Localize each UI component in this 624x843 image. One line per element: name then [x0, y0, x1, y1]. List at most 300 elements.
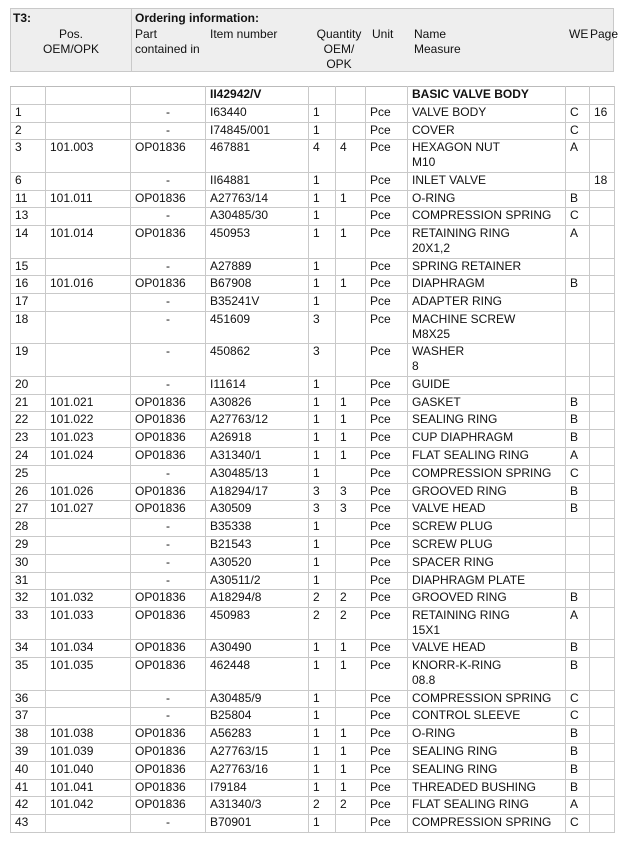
cell-name — [408, 311, 566, 343]
cell-name — [408, 294, 566, 312]
cell-page — [590, 465, 615, 483]
cell-pos: 6 — [11, 172, 46, 190]
cell-pos: 33 — [11, 608, 46, 640]
col-header-page: Page — [590, 27, 619, 41]
table-row — [11, 122, 615, 140]
part-name: THREADED BUSHING — [412, 779, 537, 794]
cell-we: A — [566, 447, 590, 465]
cell-name — [408, 815, 566, 833]
header-divider — [131, 9, 132, 71]
table-row — [11, 519, 615, 537]
cell-unit: Pce — [366, 122, 408, 140]
cell-page — [590, 815, 615, 833]
cell-item-number: A27763/15 — [206, 744, 309, 762]
cell-unit: Pce — [366, 430, 408, 448]
cell-pos: 40 — [11, 761, 46, 779]
cell-we — [566, 294, 590, 312]
cell-item-number: I11614 — [206, 376, 309, 394]
cell-unit: Pce — [366, 690, 408, 708]
cell-item-number: A30485/13 — [206, 465, 309, 483]
cell-oem-opk — [46, 708, 131, 726]
cell-we: B — [566, 590, 590, 608]
cell-oem-opk — [46, 294, 131, 312]
cell-name — [408, 726, 566, 744]
cell-quantity-opk: 1 — [336, 412, 366, 430]
cell-item-number: A56283 — [206, 726, 309, 744]
part-name: HEXAGON NUT — [412, 140, 501, 155]
cell-quantity-oem: 1 — [309, 447, 336, 465]
table-row — [11, 430, 615, 448]
cell-page — [590, 122, 615, 140]
cell-oem-opk: 101.024 — [46, 447, 131, 465]
cell-part-contained-in: OP01836 — [131, 430, 206, 448]
table-row — [11, 658, 615, 690]
cell-unit: Pce — [366, 519, 408, 537]
cell-we: B — [566, 761, 590, 779]
cell-pos: 16 — [11, 276, 46, 294]
cell-name — [408, 744, 566, 762]
cell-part-contained-in: OP01836 — [131, 483, 206, 501]
cell-pos: 3 — [11, 140, 46, 172]
cell-quantity-oem: 2 — [309, 797, 336, 815]
cell-we — [566, 519, 590, 537]
cell-we — [566, 554, 590, 572]
cell-part-contained-in: - — [131, 465, 206, 483]
cell-part-contained-in: OP01836 — [131, 640, 206, 658]
cell-name — [408, 761, 566, 779]
cell-name — [408, 394, 566, 412]
cell-page — [590, 779, 615, 797]
cell-pos: 30 — [11, 554, 46, 572]
col-header-part: Part contained in — [135, 27, 200, 56]
cell-part-contained-in: OP01836 — [131, 761, 206, 779]
cell-oem-opk — [46, 690, 131, 708]
cell-we — [566, 344, 590, 376]
cell-page — [590, 430, 615, 448]
part-name: COVER — [412, 122, 455, 137]
cell-quantity-oem: 1 — [309, 815, 336, 833]
table-row — [11, 376, 615, 394]
parts-table — [10, 86, 615, 833]
cell-quantity-oem: 1 — [309, 172, 336, 190]
cell-unit: Pce — [366, 608, 408, 640]
cell-item-number: 462448 — [206, 658, 309, 690]
cell-oem-opk — [46, 122, 131, 140]
cell-pos: 15 — [11, 258, 46, 276]
cell-we: B — [566, 779, 590, 797]
cell-part-contained-in: - — [131, 536, 206, 554]
cell-oem-opk: 101.034 — [46, 640, 131, 658]
cell-quantity-opk: 1 — [336, 430, 366, 448]
cell-part-contained-in: - — [131, 519, 206, 537]
cell-quantity-oem: 1 — [309, 294, 336, 312]
cell-part-contained-in: OP01836 — [131, 412, 206, 430]
part-name: RETAINING RING — [412, 608, 510, 623]
cell-page — [590, 608, 615, 640]
cell-we: C — [566, 465, 590, 483]
cell-item-number: A30826 — [206, 394, 309, 412]
cell-quantity-opk — [336, 376, 366, 394]
cell-oem-opk — [46, 536, 131, 554]
cell-page — [590, 572, 615, 590]
cell-quantity-opk: 2 — [336, 608, 366, 640]
cell-item-number: 450953 — [206, 226, 309, 258]
part-name: VALVE BODY — [412, 104, 487, 119]
cell-unit: Pce — [366, 815, 408, 833]
cell-part-contained-in: OP01836 — [131, 394, 206, 412]
cell-quantity-opk — [336, 519, 366, 537]
cell-unit: Pce — [366, 536, 408, 554]
cell-oem-opk: 101.021 — [46, 394, 131, 412]
cell-part-contained-in: - — [131, 104, 206, 122]
part-name: SEALING RING — [412, 744, 498, 759]
cell-pos: 11 — [11, 190, 46, 208]
cell-quantity-oem: 1 — [309, 376, 336, 394]
cell-unit: Pce — [366, 447, 408, 465]
cell-unit: Pce — [366, 276, 408, 294]
part-name: O-RING — [412, 190, 456, 205]
cell-quantity-opk: 1 — [336, 394, 366, 412]
table-row — [11, 172, 615, 190]
cell-item-number: A30509 — [206, 501, 309, 519]
part-name: COMPRESSION SPRING — [412, 815, 552, 830]
cell-item-number: A18294/8 — [206, 590, 309, 608]
cell-part-contained-in: OP01836 — [131, 190, 206, 208]
cell-we: B — [566, 744, 590, 762]
part-name: COMPRESSION SPRING — [412, 208, 552, 223]
cell-pos: 27 — [11, 501, 46, 519]
ordering-header — [10, 8, 619, 72]
cell-name — [408, 572, 566, 590]
cell-unit: Pce — [366, 708, 408, 726]
table-row — [11, 394, 615, 412]
part-measure: M8X25 — [412, 326, 451, 341]
cell-we: B — [566, 483, 590, 501]
cell-page — [590, 640, 615, 658]
cell-unit: Pce — [366, 658, 408, 690]
cell-quantity-opk — [336, 104, 366, 122]
cell-pos: 41 — [11, 779, 46, 797]
part-name: MACHINE SCREW — [412, 311, 516, 326]
cell-pos: 13 — [11, 208, 46, 226]
cell-page — [590, 690, 615, 708]
cell-pos: 17 — [11, 294, 46, 312]
cell-we — [566, 536, 590, 554]
cell-part-contained-in: OP01836 — [131, 797, 206, 815]
cell-oem-opk: 101.022 — [46, 412, 131, 430]
cell-part-contained-in: - — [131, 708, 206, 726]
cell-quantity-opk: 1 — [336, 190, 366, 208]
cell-oem-opk: 101.039 — [46, 744, 131, 762]
cell-page — [590, 258, 615, 276]
cell-item-number: 467881 — [206, 140, 309, 172]
cell-quantity-opk: 1 — [336, 744, 366, 762]
cell-item-number: B35338 — [206, 519, 309, 537]
cell-quantity-oem: 1 — [309, 572, 336, 590]
cell-quantity-oem: 1 — [309, 226, 336, 258]
cell-page: 16 — [590, 104, 615, 122]
cell-we — [566, 572, 590, 590]
cell-part-contained-in: - — [131, 258, 206, 276]
cell-page — [590, 761, 615, 779]
cell-quantity-opk — [336, 122, 366, 140]
cell-quantity-oem: 1 — [309, 122, 336, 140]
cell-we: B — [566, 726, 590, 744]
cell-quantity-oem: 4 — [309, 140, 336, 172]
cell-page — [590, 208, 615, 226]
cell-quantity-oem: 1 — [309, 276, 336, 294]
cell-quantity-opk — [336, 344, 366, 376]
table-row — [11, 294, 615, 312]
cell-unit: Pce — [366, 376, 408, 394]
cell-name — [408, 276, 566, 294]
cell-unit: Pce — [366, 344, 408, 376]
cell-we: B — [566, 412, 590, 430]
table-row — [11, 779, 615, 797]
cell-item-number: B25804 — [206, 708, 309, 726]
part-measure: 20X1,2 — [412, 241, 451, 256]
cell-name — [408, 590, 566, 608]
cell-quantity-opk: 1 — [336, 761, 366, 779]
cell-page — [590, 483, 615, 501]
cell-unit: Pce — [366, 208, 408, 226]
cell-name — [408, 797, 566, 815]
cell-unit: Pce — [366, 726, 408, 744]
cell-quantity-opk — [336, 294, 366, 312]
cell-quantity-opk: 1 — [336, 640, 366, 658]
cell-item-number: B35241V — [206, 294, 309, 312]
cell-we — [566, 172, 590, 190]
part-name: GROOVED RING — [412, 483, 507, 498]
cell-quantity-opk: 1 — [336, 226, 366, 258]
cell-unit: Pce — [366, 779, 408, 797]
cell-we — [566, 376, 590, 394]
table-row — [11, 447, 615, 465]
cell-page — [590, 447, 615, 465]
cell-part-contained-in: OP01836 — [131, 140, 206, 172]
cell-oem-opk: 101.033 — [46, 608, 131, 640]
table-row — [11, 104, 615, 122]
cell-oem-opk — [46, 554, 131, 572]
cell-we: B — [566, 501, 590, 519]
part-name: GUIDE — [412, 376, 451, 391]
cell-unit: Pce — [366, 140, 408, 172]
table-row — [11, 190, 615, 208]
table-row — [11, 208, 615, 226]
cell-pos: 43 — [11, 815, 46, 833]
cell-quantity-oem: 1 — [309, 690, 336, 708]
cell-page — [590, 590, 615, 608]
cell-quantity-oem: 1 — [309, 412, 336, 430]
cell-unit: Pce — [366, 761, 408, 779]
cell-name — [408, 658, 566, 690]
cell-quantity-oem: 1 — [309, 465, 336, 483]
cell-pos: 21 — [11, 394, 46, 412]
part-name: WASHER — [412, 344, 465, 359]
cell-quantity-oem: 1 — [309, 554, 336, 572]
cell-pos: 1 — [11, 104, 46, 122]
part-name: SCREW PLUG — [412, 536, 493, 551]
cell-item-number: I63440 — [206, 104, 309, 122]
cell-we: C — [566, 815, 590, 833]
part-name: SPACER RING — [412, 554, 494, 569]
cell-quantity-opk — [336, 311, 366, 343]
cell-part-contained-in: - — [131, 376, 206, 394]
cell-oem-opk: 101.026 — [46, 483, 131, 501]
cell-pos: 2 — [11, 122, 46, 140]
cell-page — [590, 226, 615, 258]
cell-part-contained-in: OP01836 — [131, 501, 206, 519]
part-measure: 08.8 — [412, 673, 436, 688]
cell-item-number: A30485/30 — [206, 208, 309, 226]
part-name: DIAPHRAGM PLATE — [412, 572, 526, 587]
cell-name — [408, 430, 566, 448]
part-name: SEALING RING — [412, 761, 498, 776]
table-row — [11, 258, 615, 276]
cell-quantity-opk — [336, 690, 366, 708]
cell-pos: 25 — [11, 465, 46, 483]
ordering-title: Ordering information: — [135, 11, 259, 25]
cell-quantity-opk: 1 — [336, 276, 366, 294]
cell-oem-opk: 101.014 — [46, 226, 131, 258]
cell-quantity-opk — [336, 258, 366, 276]
group-item-number: II42942/V — [206, 87, 309, 105]
cell-name — [408, 779, 566, 797]
table-row — [11, 311, 615, 343]
cell-oem-opk: 101.032 — [46, 590, 131, 608]
group-row — [11, 87, 615, 105]
table-row — [11, 554, 615, 572]
cell-page — [590, 744, 615, 762]
cell-we: C — [566, 104, 590, 122]
col-header-unit: Unit — [372, 27, 394, 41]
cell-page — [590, 658, 615, 690]
cell-name — [408, 465, 566, 483]
cell-quantity-oem: 1 — [309, 519, 336, 537]
cell-item-number: A26918 — [206, 430, 309, 448]
cell-quantity-opk — [336, 172, 366, 190]
cell-we: C — [566, 690, 590, 708]
cell-part-contained-in: OP01836 — [131, 447, 206, 465]
cell-quantity-opk — [336, 572, 366, 590]
section-label: T3: — [13, 11, 31, 25]
cell-quantity-oem: 3 — [309, 344, 336, 376]
cell-part-contained-in: OP01836 — [131, 276, 206, 294]
cell-oem-opk: 101.038 — [46, 726, 131, 744]
cell-name — [408, 708, 566, 726]
cell-unit: Pce — [366, 311, 408, 343]
table-row — [11, 690, 615, 708]
cell-part-contained-in: OP01836 — [131, 726, 206, 744]
cell-name — [408, 140, 566, 172]
cell-item-number: A27763/12 — [206, 412, 309, 430]
cell-item-number: I74845/001 — [206, 122, 309, 140]
cell-item-number: A31340/1 — [206, 447, 309, 465]
cell-item-number: A30485/9 — [206, 690, 309, 708]
cell-page: 18 — [590, 172, 615, 190]
cell-pos: 42 — [11, 797, 46, 815]
cell-unit: Pce — [366, 572, 408, 590]
cell-quantity-opk: 1 — [336, 726, 366, 744]
table-row — [11, 344, 615, 376]
cell-pos: 19 — [11, 344, 46, 376]
cell-quantity-oem: 1 — [309, 726, 336, 744]
cell-quantity-oem: 1 — [309, 744, 336, 762]
cell-part-contained-in: - — [131, 690, 206, 708]
cell-oem-opk: 101.011 — [46, 190, 131, 208]
cell-oem-opk: 101.027 — [46, 501, 131, 519]
cell-quantity-oem: 1 — [309, 761, 336, 779]
cell-oem-opk — [46, 344, 131, 376]
table-row — [11, 483, 615, 501]
cell-part-contained-in: - — [131, 554, 206, 572]
cell-quantity-oem: 3 — [309, 311, 336, 343]
part-name: GROOVED RING — [412, 590, 507, 605]
cell-we: B — [566, 394, 590, 412]
table-row — [11, 708, 615, 726]
cell-page — [590, 394, 615, 412]
cell-pos: 18 — [11, 311, 46, 343]
cell-pos: 32 — [11, 590, 46, 608]
cell-unit: Pce — [366, 744, 408, 762]
table-row — [11, 465, 615, 483]
cell-pos: 37 — [11, 708, 46, 726]
cell-page — [590, 726, 615, 744]
table-row — [11, 276, 615, 294]
cell-pos: 29 — [11, 536, 46, 554]
cell-name — [408, 483, 566, 501]
table-row — [11, 744, 615, 762]
cell-part-contained-in: - — [131, 815, 206, 833]
cell-we: B — [566, 190, 590, 208]
group-name: BASIC VALVE BODY — [408, 87, 566, 105]
cell-item-number: B67908 — [206, 276, 309, 294]
cell-oem-opk — [46, 311, 131, 343]
cell-name — [408, 640, 566, 658]
cell-quantity-oem: 1 — [309, 640, 336, 658]
cell-pos: 39 — [11, 744, 46, 762]
part-name: INLET VALVE — [412, 172, 487, 187]
cell-oem-opk — [46, 815, 131, 833]
cell-item-number: 451609 — [206, 311, 309, 343]
cell-oem-opk: 101.042 — [46, 797, 131, 815]
cell-item-number: II64881 — [206, 172, 309, 190]
cell-unit: Pce — [366, 412, 408, 430]
cell-unit: Pce — [366, 258, 408, 276]
table-row — [11, 761, 615, 779]
cell-item-number: A27889 — [206, 258, 309, 276]
part-name: GASKET — [412, 394, 461, 409]
cell-item-number: 450862 — [206, 344, 309, 376]
cell-unit: Pce — [366, 190, 408, 208]
cell-quantity-oem: 1 — [309, 104, 336, 122]
cell-unit: Pce — [366, 590, 408, 608]
cell-quantity-opk — [336, 815, 366, 833]
cell-oem-opk — [46, 572, 131, 590]
cell-oem-opk — [46, 258, 131, 276]
cell-part-contained-in: - — [131, 311, 206, 343]
cell-page — [590, 536, 615, 554]
cell-quantity-opk: 2 — [336, 590, 366, 608]
cell-we: A — [566, 226, 590, 258]
cell-quantity-opk: 2 — [336, 797, 366, 815]
col-header-quantity: Quantity OEM/ OPK — [316, 27, 362, 71]
cell-pos: 14 — [11, 226, 46, 258]
cell-quantity-oem: 2 — [309, 608, 336, 640]
cell-item-number: A27763/14 — [206, 190, 309, 208]
table-row — [11, 501, 615, 519]
cell-quantity-oem: 2 — [309, 590, 336, 608]
